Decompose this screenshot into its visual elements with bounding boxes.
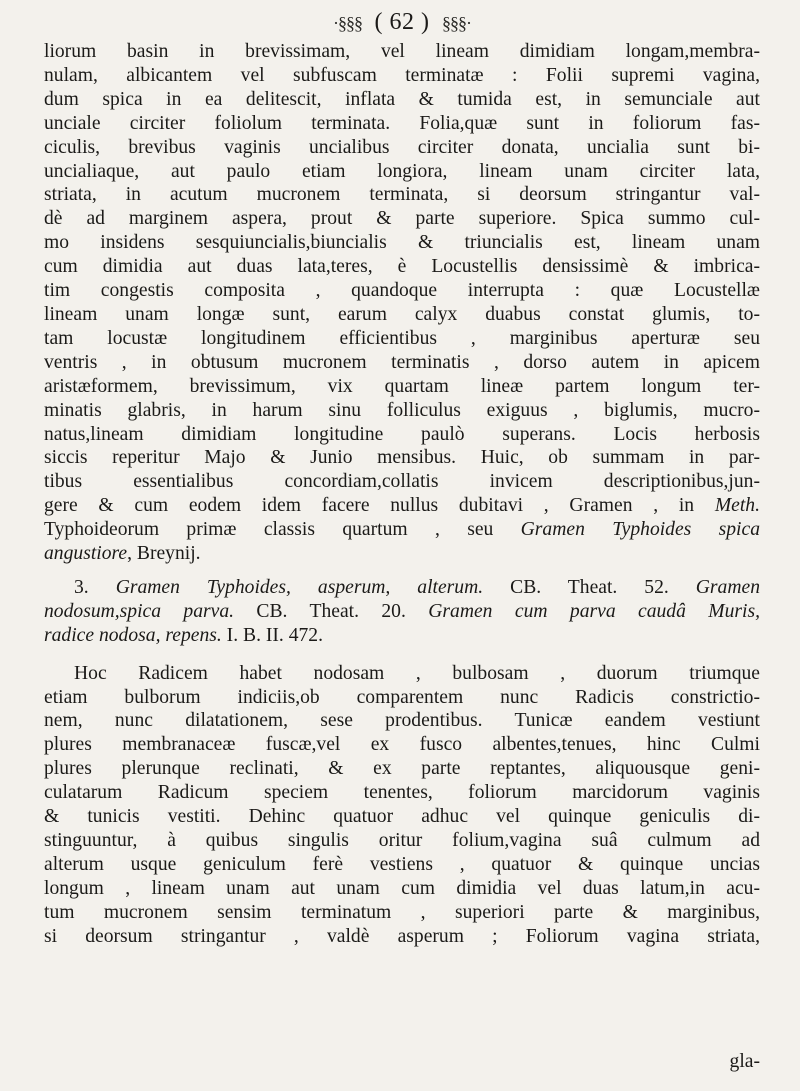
reference: CB. Theat. 52. <box>483 576 696 598</box>
species-name: Gramen Typhoides spica <box>520 519 760 541</box>
text-line: striata, in acutum mucronem terminata, si deorsum stringantur val- <box>44 184 760 206</box>
text-line: natus,lineam dimidiam longitudine paulò superans. Locis herbosis <box>44 423 760 445</box>
species-name: , asperum, alterum. <box>286 576 484 598</box>
text-line: tim congestis composita , quandoque interrupta : quæ Locustellæ <box>44 280 760 302</box>
header-ornament-right: §§§· <box>441 13 471 33</box>
text-line <box>44 494 760 518</box>
book-page <box>44 6 760 1081</box>
text-fragment: gere & cum eodem idem facere nullus dubitavi , Gramen , in <box>44 495 695 517</box>
text-line <box>44 600 760 624</box>
page-header <box>44 6 760 40</box>
species-name: radice nodosa, repens. <box>44 624 222 646</box>
text-line: dum spica in ea delitescit, inflata & tumida est, in semunciale aut <box>44 88 760 110</box>
species-name: Gramen <box>695 576 760 598</box>
text-line: plures plerunque reclinati, & ex parte reptantes, aliquousque geni- <box>44 758 760 780</box>
text-line: lineam unam longæ sunt, earum calyx duabus constat glumis, to- <box>44 303 760 325</box>
text-line: ciculis, brevibus vaginis uncialibus circiter donata, uncialia sunt bi- <box>44 136 760 158</box>
species-name: nodosum,spica parva. <box>44 600 235 622</box>
text-line: nem, nunc dilatationem, sese prodentibus. Tunicæ eandem vestiunt <box>44 710 760 732</box>
text-line: cum dimidia aut duas lata,teres, è Locustellis densissimè & imbrica- <box>44 256 760 278</box>
text-line: nulam, albicantem vel subfuscam terminatæ : Folii supremi vagina, <box>44 64 760 86</box>
text-line: tibus essentialibus concordiam,collatis invicem descriptionibus,jun- <box>44 471 760 493</box>
text-line: & tunicis vestiti. Dehinc quatuor adhuc vel quinque geniculis di- <box>44 806 760 828</box>
text-line: unciale circiter foliolum terminata. Folia,quæ sunt in foliorum fas- <box>44 112 760 134</box>
reference: I. B. II. 472. <box>221 624 324 646</box>
spacer <box>44 648 760 662</box>
text-line: Hoc Radicem habet nodosam , bulbosam , duorum triumque <box>74 662 760 684</box>
reference: CB. Theat. 20. <box>234 600 429 622</box>
paragraph-2 <box>44 662 760 949</box>
text-line: siccis reperitur Majo & Junio mensibus. Huic, ob summam in par- <box>44 447 760 469</box>
species-name: Gramen Typhoides <box>115 576 287 598</box>
species-entry-3 <box>44 576 760 648</box>
citation-meth: Meth. <box>714 495 760 517</box>
text-line: minatis glabris, in harum sinu folliculus exiguus , biglumis, mucro- <box>44 399 760 421</box>
text-line: stinguuntur, à quibus singulis oritur folium,vagina suâ culmum ad <box>44 830 760 851</box>
text-line: tum mucronem sensim terminatum , superiori parte & marginibus, <box>44 901 760 923</box>
text-line <box>44 624 760 648</box>
paragraph-1 <box>44 40 760 566</box>
text-line: dè ad marginem aspera, prout & parte superiore. Spica summo cul- <box>44 208 760 230</box>
page-number: ( 62 ) <box>374 9 430 35</box>
text-line: aristæformem, brevissimum, vix quartam lineæ partem longum ter- <box>44 375 760 397</box>
text-line: culatarum Radicum speciem tenentes, foliorum marcidorum vaginis <box>44 782 760 804</box>
text-line: liorum basin in brevissimam, vel lineam dimidiam longam,membra- <box>44 41 760 62</box>
catchword: gla- <box>729 1051 760 1072</box>
entry-number: 3. <box>74 576 89 598</box>
text-line <box>44 518 760 542</box>
header-ornament-left: ·§§§ <box>333 13 362 33</box>
text-line: tam locustæ longitudinem efficientibus , marginibus aperturæ seu <box>44 327 760 349</box>
text-line: longum , lineam unam aut unam cum dimidia vel duas latum,in acu- <box>44 877 760 899</box>
text-line: alterum usque geniculum ferè vestiens , quatuor & quinque uncias <box>44 853 760 875</box>
text-line: ventris , in obtusum mucronem terminatis , dorso autem in apicem <box>44 351 760 373</box>
species-name: angustiore <box>44 543 128 565</box>
species-name: Gramen cum parva caudâ Muris, <box>428 600 760 622</box>
text-fragment: Typhoideorum primæ classis quartum , seu <box>44 519 521 541</box>
text-line: mo insidens sesquiuncialis,biuncialis & triuncialis est, lineam unam <box>44 232 760 254</box>
text-line: uncialiaque, aut paulo etiam longiora, lineam unam circiter lata, <box>44 160 760 182</box>
text-line: plures membranaceæ fuscæ,vel ex fusco albentes,tenues, hinc Culmi <box>44 734 760 756</box>
text-line: si deorsum stringantur , valdè asperum ; Foliorum vagina striata, <box>44 925 760 947</box>
text-line <box>44 576 760 600</box>
text-fragment: , Breynij. <box>127 543 201 565</box>
text-line: etiam bulborum indiciis,ob comparentem nunc Radicis constrictio- <box>44 686 760 708</box>
text-line <box>44 542 760 566</box>
